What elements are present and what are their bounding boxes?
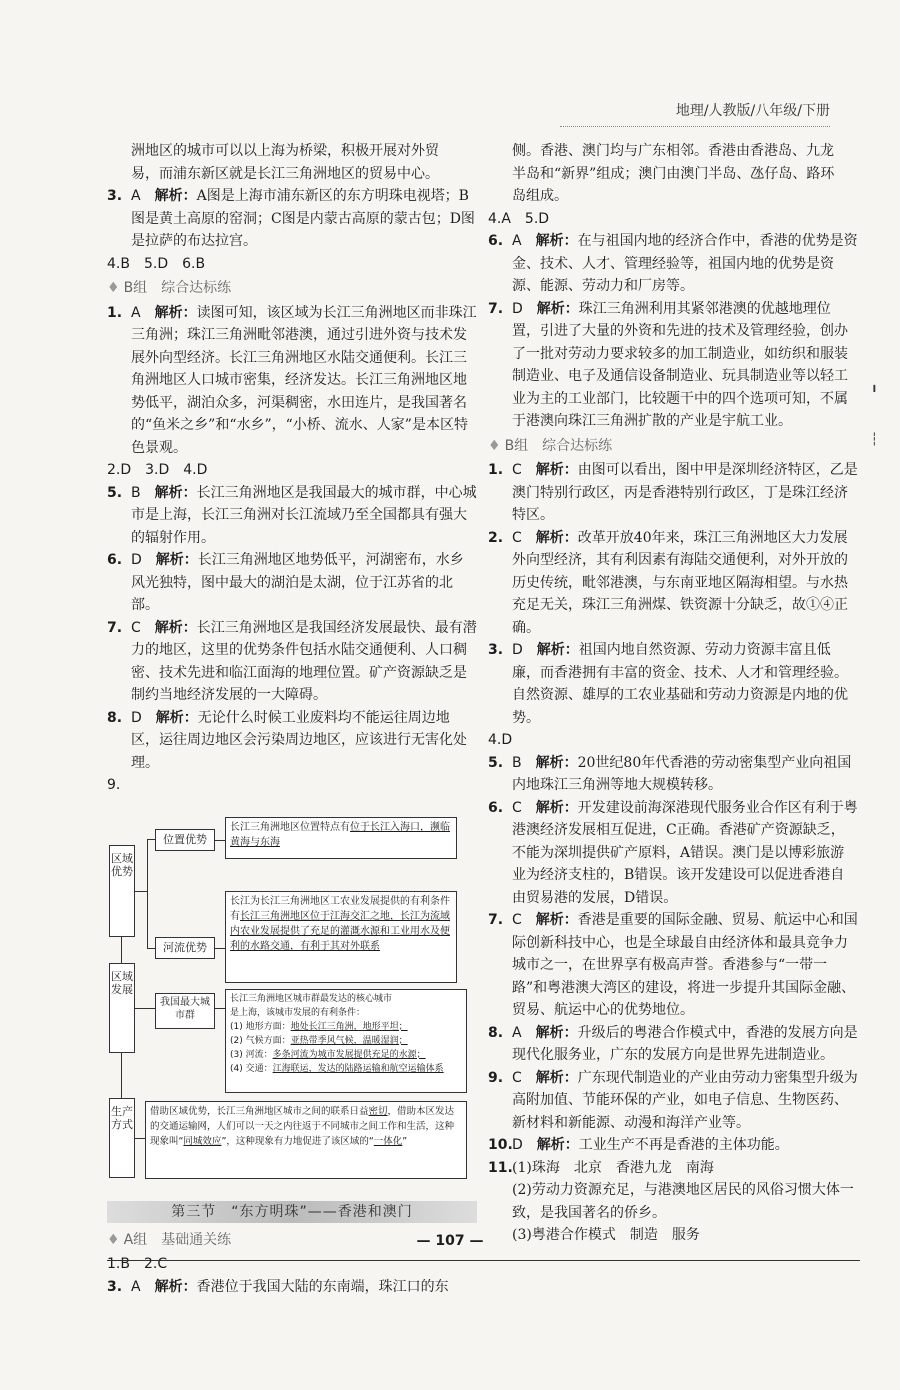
r-answer-11-3: (3)粤港合作模式 制造 服务 [512, 1227, 700, 1243]
connector-d [147, 948, 155, 949]
left-column [107, 140, 477, 1298]
connector-c [147, 839, 155, 840]
connector-e [215, 840, 225, 841]
connector-g [135, 1008, 155, 1009]
r-answer-6: 6. A 解析：在与祖国内地的经济合作中，香港的优势是资金、技术、人才、管理经验等，祖国内地的优势是资源、能源、劳动力和厂房等。 [488, 233, 858, 294]
r-answer-11-2: (2)劳动力资源充足，与港澳地区居民的风俗习惯大体一致，是我国著名的侨乡。 [512, 1182, 854, 1221]
concept-diagram [107, 803, 477, 1193]
intro-line-1: 洲地区的城市可以以上海为桥梁，积极开展对外贸 [131, 143, 439, 159]
r-answer-6b: 6. C 解析：开发建设前海深港现代服务业合作区有利于粤港澳经济发展相互促进，C正确。香港矿产资源缺乏，不能为深圳提供矿产原料，A错误。澳门是以博彩旅游业为经济支柱的，B错误。该开发建设可以促进香港自由贸易港的发展，D错误。 [488, 799, 858, 906]
r-answer-10: 10. D 解析：工业生产不再是香港的主体功能。 [488, 1137, 789, 1153]
answer-8: 8. D 解析：无论什么时候工业废料均不能运往周边地区，运往周边地区会污染周边地区，应该进行无害化处理。 [107, 709, 467, 771]
box-river-text: 长江为长江三角洲地区工农业发展提供的有利条件有长江三角洲地区位于江海交汇之地，长江为流域内农业发展提供了充足的灌溉水源和工业用水及便利的水路交通，有利于其对外联系 [225, 891, 457, 983]
answers-1-2: 1.B 2.C [107, 1256, 168, 1272]
diamond-icon: ♦ [107, 280, 120, 296]
r-answer-7: 7. D 解析：珠江三角洲利用其紧邻港澳的优越地理位置，引进了大量的外资和先进的技术及管理经验，创办了一批对劳动力要求较多的加工制造业，如纺织和服装制造业、电子及通信设备制造业、玩具制造业等以轻工业为主的工业部门，比较题干中的四个选项可知，不属于港澳向珠江三角洲扩散的产业是宇航工业。 [488, 300, 848, 429]
box-city-cluster: 我国最大城市群 [155, 993, 215, 1029]
answer-1: 1. A 解析：读图可知，该区域为长江三角洲地区而非珠江三角洲；珠江三角洲毗邻港澳，通过引进外资与技术发展外向型经济。长江三角洲地区水陆交通便利。长江三角洲地区人口城市密集，经济发达。长江三角洲地区地势低平，湖泊众多，河渠稠密，水田连片，是我国著名的“鱼米之乡”和“水乡”，“小桥、流水、人家”是本区特色景观。 [107, 304, 477, 456]
r-answers-4-5: 4.A 5.D [488, 210, 550, 227]
r-answer-7b: 7. C 解析：香港是重要的国际金融、贸易、航运中心和国际创新科技中心，也是全球最自由经济体和最具竞争力城市之一，在世界享有极高声誉。香港参与“一带一路”和粤港澳大湾区的建设，将进一步提升其国际金融、贸易、航运中心的优势地位。 [488, 912, 858, 1018]
margin-mark: ┆ [870, 432, 878, 446]
answer-5: 5. B 解析：长江三角洲地区是我国最大的城市群，中心城市是上海，长江三角洲对长江流域乃至全国都具有强大的辐射作用。 [107, 484, 477, 546]
page-number: — 107 — [416, 1233, 484, 1249]
answers-2-4: 2.D 3.D 4.D [107, 462, 208, 478]
margin-mark: ╹ [870, 385, 878, 399]
answer-9-label: 9. [107, 777, 121, 793]
answers-4-6: 4.B 5.D 6.B [107, 255, 206, 272]
right-column [488, 140, 858, 1247]
connector-b [147, 839, 148, 949]
connector-a [135, 891, 147, 892]
connector-h [215, 1008, 225, 1009]
r-intro-2: 半岛和“新界”组成；澳门由澳门半岛、氹仔岛、路环 [512, 165, 835, 182]
arrow-line-1 [121, 937, 122, 963]
box-production-text: 借助区域优势，长江三角洲地区城市之间的联系日益密切，借助本区发达的交通运输网，人们可以一天之内往返于不同城市之间工作和生活，这种现象叫“同城效应”，这种现象有力地促进了该区域的“一体化” [145, 1101, 467, 1179]
section-b-heading: ♦ B组 综合达标练 [107, 280, 232, 296]
header-rule [560, 126, 830, 127]
box-location-advantage: 位置优势 [155, 829, 215, 851]
r-answer-5: 5. B 解析：20世纪80年代香港的劳动密集型产业向祖国内地珠江三角洲等地大规模转移。 [488, 754, 852, 793]
r-section-b-heading: ♦ B组 综合达标练 [488, 437, 613, 454]
answer-3: 3. A 解析：A图是上海市浦东新区的东方明珠电视塔；B图是黄土高原的窑洞；C图是内蒙古高原的蒙古包；D图是拉萨的布达拉宫。 [107, 188, 475, 249]
r-answer-11: 11. (1)珠海 北京 香港九龙 南海 [488, 1159, 714, 1176]
r-answer-8: 8. A 解析：升级后的粤港合作模式中，香港的发展方向是现代化服务业，广东的发展方向是世界先进制造业。 [488, 1024, 858, 1063]
r-answer-1: 1. C 解析：由图可以看出，图中甲是深圳经济特区，乙是澳门特别行政区，丙是香港特别行政区，丁是珠江经济特区。 [488, 462, 858, 523]
box-regional-advantage: 区域优势 [109, 845, 135, 937]
r-answer-3: 3. D 解析：祖国内地自然资源、劳动力资源丰富且低廉，而香港拥有丰富的资金、技术、人才和管理经验。自然资源、雄厚的工农业基础和劳动力资源是内地的优势。 [488, 642, 848, 726]
section-banner: 第三节 “东方明珠”——香港和澳门 [107, 1201, 477, 1223]
connector-f [215, 948, 225, 949]
section-a-heading: ♦ A组 基础通关练 [107, 1231, 232, 1248]
box-location-text: 长江三角洲地区位置特点有位于长江入海口，濒临黄海与东海 [225, 817, 457, 859]
box-city-text: 长江三角洲地区城市群最发达的核心城市 是上海，该城市发展的有利条件： (1) 地形方面：地处长江三角洲，地形平坦； (2) 气候方面：亚热带季风气候，温暖湿润； (3) 河流：多条河流为城市发展提供充足的水源； (4) 交通：江海联运，发达的陆路运输和航空运输体系 [225, 989, 467, 1093]
intro-line-2: 易，而浦东新区就是长江三角洲地区的贸易中心。 [131, 165, 439, 182]
r-intro-3: 岛组成。 [512, 188, 568, 204]
r-answer-2: 2. C 解析：改革开放40年来，珠江三角洲地区大力发展外向型经济，其有利因素有海陆交通便利，对外开放的历史传统，毗邻港澳，与东南亚地区隔海相望。与水热充足无关，珠江三角洲煤、铁资源十分缺乏，故①④正确。 [488, 529, 848, 636]
diamond-icon: ♦ [488, 437, 501, 454]
arrow-line-2 [121, 1053, 122, 1098]
connector-i [135, 1138, 145, 1139]
box-production-mode: 生产方式 [109, 1098, 135, 1178]
page-header: 地理/人教版/八年级/下册 [675, 103, 830, 119]
box-river-advantage: 河流优势 [155, 937, 215, 959]
box-regional-development: 区域发展 [109, 963, 135, 1053]
diamond-icon: ♦ [107, 1231, 120, 1248]
answer-3b: 3. A 解析：香港位于我国大陆的东南端，珠江口的东 [107, 1278, 449, 1295]
r-answer-4: 4.D [488, 732, 513, 748]
answer-6: 6. D 解析：长江三角洲地区地势低平，河湖密布，水乡风光独特，图中最大的湖泊是太湖，位于江苏省的北部。 [107, 552, 464, 613]
r-intro-1: 侧。香港、澳门均与广东相邻。香港由香港岛、九龙 [512, 143, 834, 159]
footer-rule [107, 1260, 860, 1261]
answer-7: 7. C 解析：长江三角洲地区是我国经济发展最快、最有潜力的地区，这里的优势条件包括水陆交通便利、人口稠密、技术先进和临江面海的地理位置。矿产资源缺乏是制约当地经济发展的一大障碍。 [107, 619, 477, 703]
r-answer-9: 9. C 解析：广东现代制造业的产业由劳动力密集型升级为高附加值、节能环保的产业，如电子信息、生物医药、新材料和新能源、动漫和海洋产业等。 [488, 1069, 858, 1131]
